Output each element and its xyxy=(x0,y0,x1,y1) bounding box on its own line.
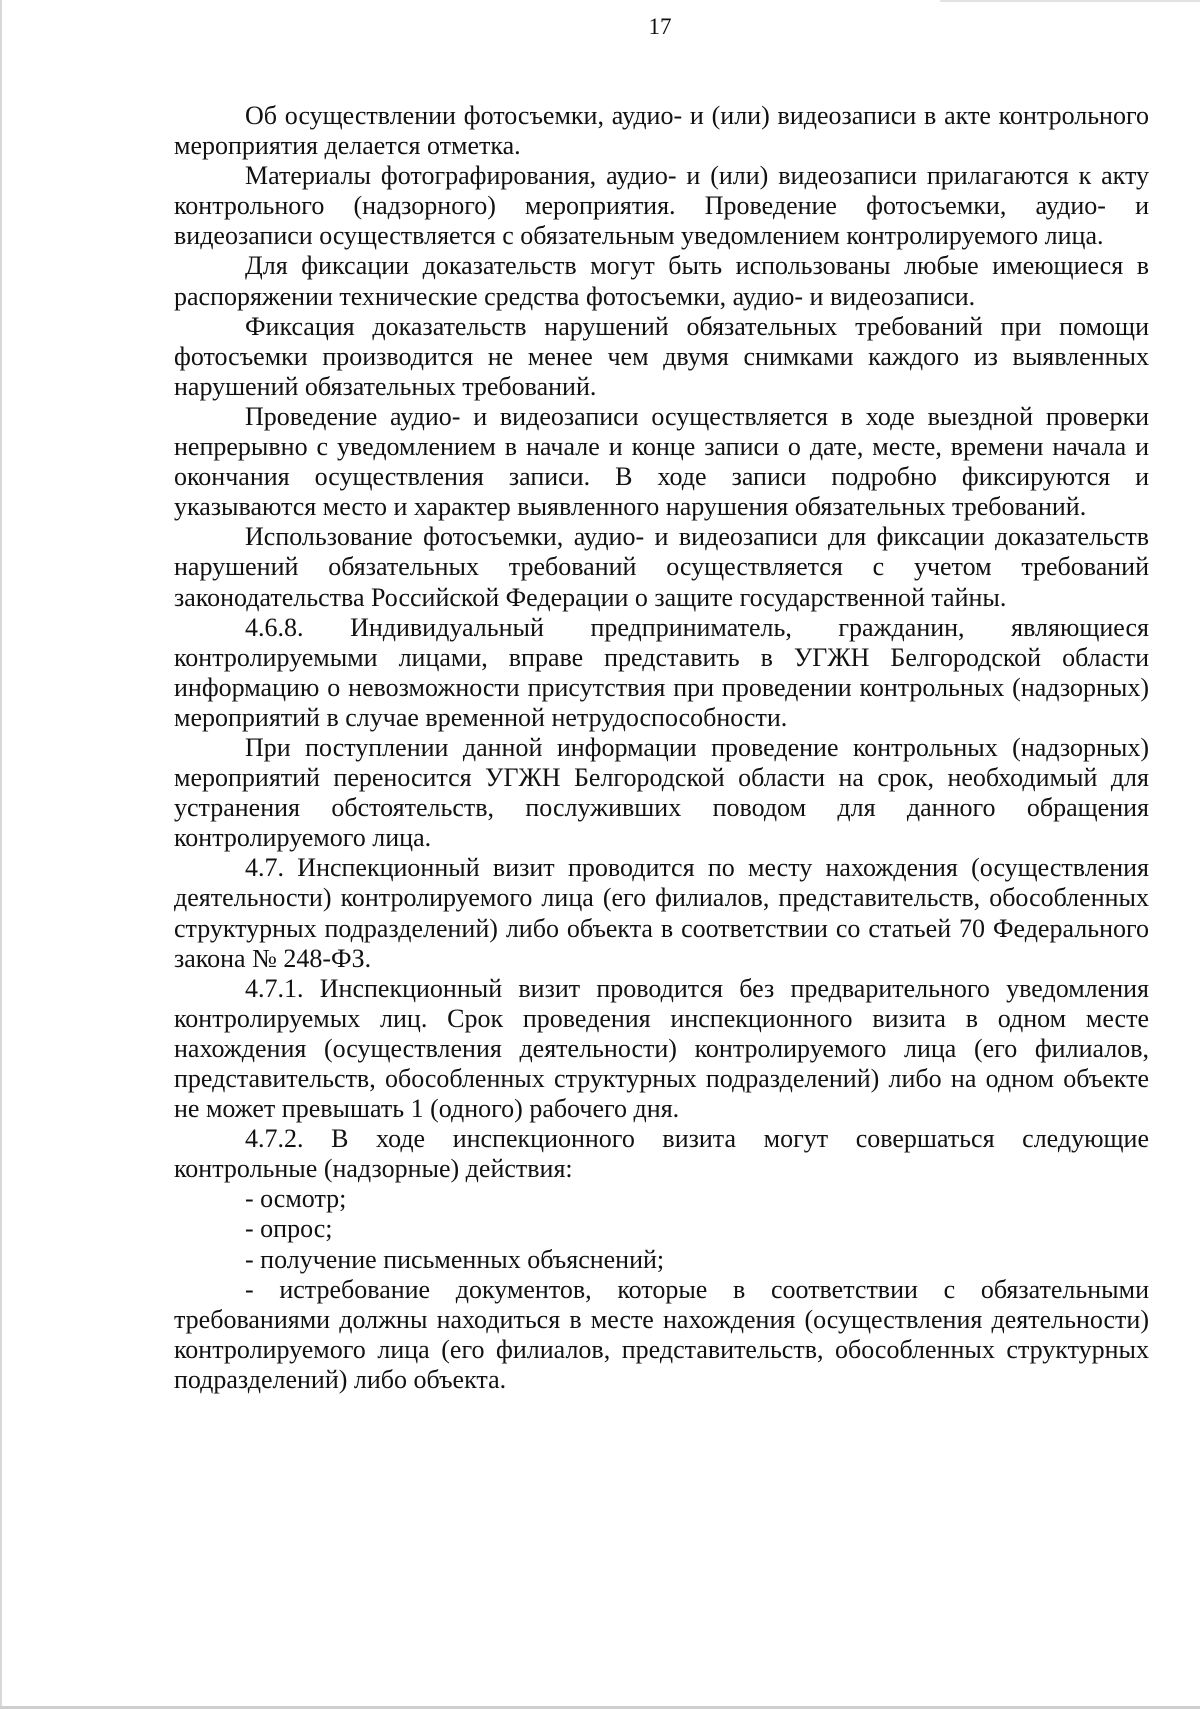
scan-edge-top xyxy=(940,0,1200,2)
paragraph-4-7: 4.7. Инспекционный визит проводится по месту нахождения (осуществления деятельности) контролируемого лица (его филиалов, представительств, обособленных структурных подразделений) либо объекта в соответствии со статьей 70 Федерального закона № 248-ФЗ. xyxy=(174,853,1149,973)
paragraph-postponement: При поступлении данной информации проведение контрольных (надзорных) мероприятий переносится УГЖН Белгородской области на срок, необходимый для устранения обстоятельств, послуживших поводом для данного обращения контролируемого лица. xyxy=(174,732,1149,853)
scan-edge-left xyxy=(0,0,2,1709)
page-number: 17 xyxy=(648,14,672,39)
paragraph-photo-note: Об осуществлении фотосъемки, аудио- и (или) видеозаписи в акте контрольного мероприятия делается отметка. xyxy=(174,101,1149,161)
paragraph-4-6-8: 4.6.8. Индивидуальный предприниматель, гражданин, являющиеся контролируемыми лицами, вправе представить в УГЖН Белгородской области информацию о невозможности присутствия при проведении контрольных (надзорных) мероприятий в случае временной нетрудоспособности. xyxy=(174,612,1149,732)
list-item-documents-request: - истребование документов, которые в соответствии с обязательными требованиями должны находиться в месте нахождения (осуществления деятельности) контролируемого лица (его филиалов, представительств, обособленных структурных подразделений) либо объекта. xyxy=(174,1274,1149,1394)
paragraph-fixation-means: Для фиксации доказательств могут быть использованы любые имеющиеся в распоряжении технические средства фотосъемки, аудио- и видеозаписи. xyxy=(174,251,1149,311)
paragraph-materials: Материалы фотографирования, аудио- и (или) видеозаписи прилагаются к акту контрольного (надзорного) мероприятия. Проведение фотосъемки, аудио- и видеозаписи осуществляется с обязательным уведомлением контролируемого лица. xyxy=(174,161,1149,251)
paragraph-audio-video: Проведение аудио- и видеозаписи осуществляется в ходе выездной проверки непрерывно с уведомлением в начале и конце записи о дате, месте, времени начала и окончания осуществления записи. В ходе записи подробно фиксируются и указываются место и характер выявленного нарушения обязательных требований. xyxy=(174,401,1149,522)
list-item-survey: - опрос; xyxy=(245,1214,333,1244)
paragraph-4-7-2: 4.7.2. В ходе инспекционного визита могут совершаться следующие контрольные (надзорные) действия: xyxy=(174,1124,1149,1184)
document-body xyxy=(174,101,1149,1395)
paragraph-fixation-photos: Фиксация доказательств нарушений обязательных требований при помощи фотосъемки производится не менее чем двумя снимками каждого из выявленных нарушений обязательных требований. xyxy=(174,311,1149,401)
paragraph-state-secret: Использование фотосъемки, аудио- и видеозаписи для фиксации доказательств нарушений обязательных требований осуществляется с учетом требований законодательства Российской Федерации о защите государственной тайны. xyxy=(174,522,1149,612)
list-item-inspection: - осмотр; xyxy=(245,1184,347,1214)
paragraph-4-7-1: 4.7.1. Инспекционный визит проводится без предварительного уведомления контролируемых лиц. Срок проведения инспекционного визита в одном месте нахождения (осуществления деятельности) контролируемого лица (его филиалов, представительств, обособленных структурных подразделений) либо на одном объекте не может превышать 1 (одного) рабочего дня. xyxy=(174,973,1149,1124)
list-item-written-explanations: - получение письменных объяснений; xyxy=(245,1244,665,1274)
